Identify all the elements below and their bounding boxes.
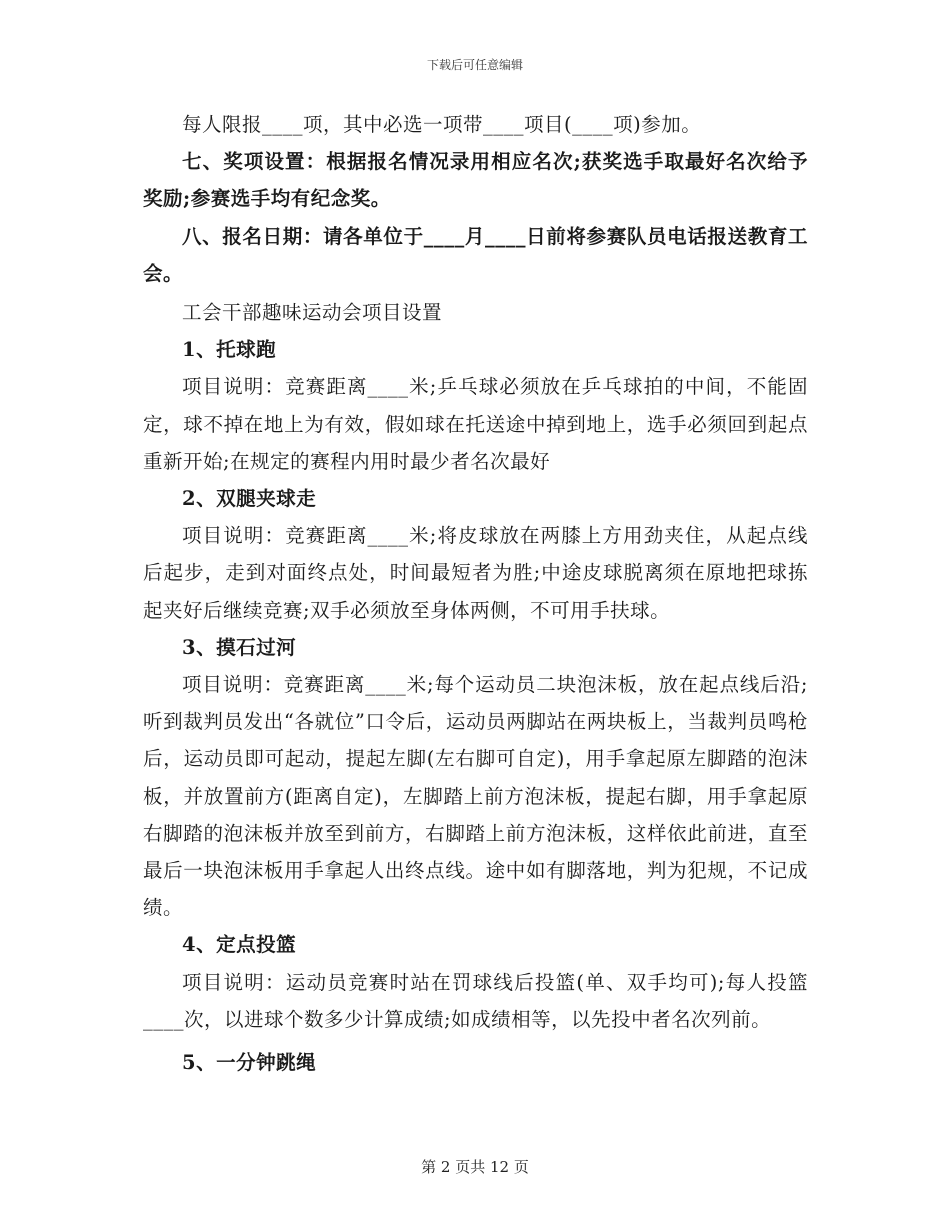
event-heading-2: 2、双腿夹球走 [182, 487, 317, 511]
document-body [143, 106, 808, 1081]
event-heading-4: 4、定点投篮 [182, 933, 297, 957]
event-heading-1: 1、托球跑 [182, 338, 277, 362]
event-description-4: 项目说明：运动员竞赛时站在罚球线后投篮(单、双手均可);每人投篮____次，以进球个数多少计算成绩;如成绩相等，以先投中者名次列前。 [143, 970, 808, 1031]
paragraph-entry-limit: 每人限报____项，其中必选一项带____项目(____项)参加。 [182, 113, 702, 136]
section-title-events: 工会干部趣味运动会项目设置 [182, 301, 443, 325]
event-description-3: 项目说明：竞赛距离____米;每个运动员二块泡沫板，放在起点线后沿;听到裁判员发出“各就位”口令后，运动员两脚站在两块板上，当裁判员鸣枪后，运动员即可起动，提起左脚(左右脚可自定)，用手拿起原左脚踏的泡沫板，并放置前方(距离自定)，左脚踏上前方泡沫板，提起右脚，用手拿起原右脚踏的泡沫板并放至到前方，右脚踏上前方泡沫板，这样依此前进，直至最后一块泡沫板用手拿起人出终点线。途中如有脚落地，判为犯规，不记成绩。 [143, 673, 808, 920]
page-footer: 第 2 页共 12 页 [421, 1158, 529, 1176]
section-awards: 七、奖项设置：根据报名情况录用相应名次;获奖选手取最好名次给予奖励;参赛选手均有纪念奖。 [143, 150, 808, 211]
event-heading-5: 5、一分钟跳绳 [182, 1051, 317, 1075]
page-header: 下载后可任意编辑 [426, 58, 523, 72]
section-registration-date: 八、报名日期：请各单位于____月____日前将参赛队员电话报送教育工会。 [143, 224, 808, 285]
event-description-1: 项目说明：竞赛距离____米;乒乓球必须放在乒乓球拍的中间，不能固定，球不掉在地上为有效，假如球在托送途中掉到地上，选手必须回到起点重新开始;在规定的赛程内用时最少者名次最好 [143, 375, 808, 473]
event-description-2: 项目说明：竞赛距离____米;将皮球放在两膝上方用劲夹住，从起点线后起步，走到对面终点处，时间最短者为胜;中途皮球脱离须在原地把球拣起夹好后继续竞赛;双手必须放至身体两侧，不可用手扶球。 [143, 524, 808, 622]
event-heading-3: 3、摸石过河 [182, 635, 297, 659]
